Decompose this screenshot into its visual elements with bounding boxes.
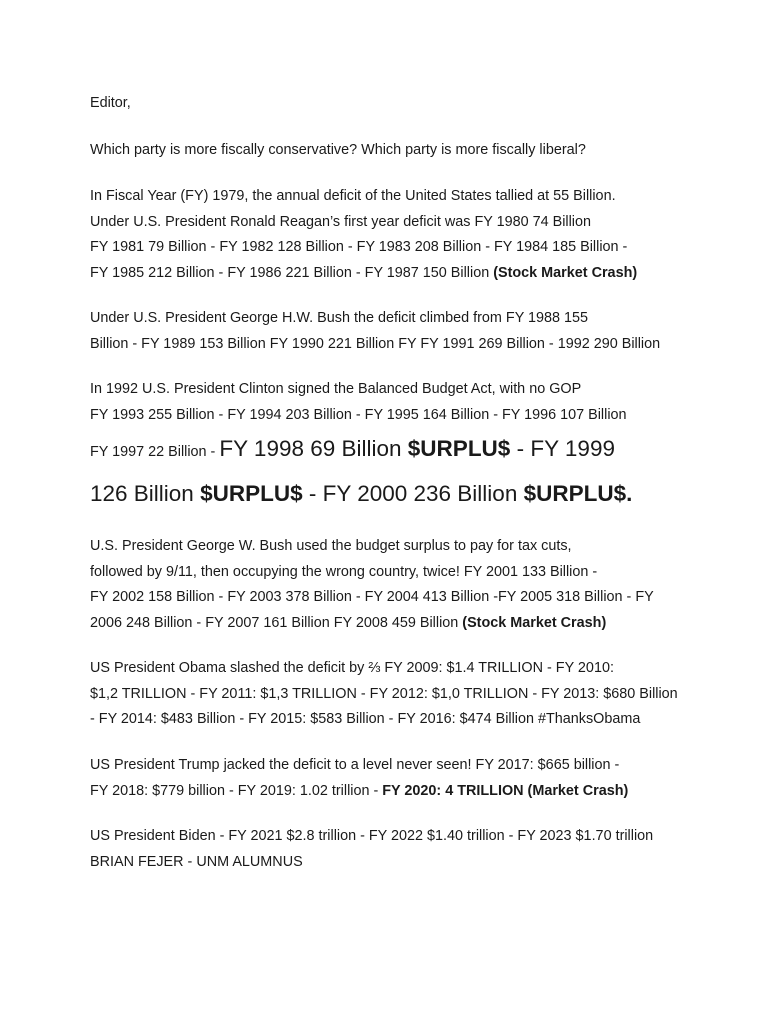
obama-line-1: US President Obama slashed the deficit by ⅔ FY 2009: $1.4 TRILLION - FY 2010:: [90, 660, 614, 676]
reagan-crash-note: (Stock Market Crash): [493, 264, 638, 281]
question-text: Which party is more fiscally conservative? Which party is more fiscally liberal?: [90, 142, 586, 158]
salutation: [90, 91, 690, 117]
reagan-line-3: FY 1981 79 Billion - FY 1982 128 Billion - FY 1983 208 Billion - FY 1984 185 Billion -: [90, 239, 628, 255]
reagan-line-2: Under U.S. President Ronald Reagan’s first year deficit was FY 1980 74 Billion: [90, 213, 592, 230]
reagan-paragraph: [90, 184, 690, 286]
surplus-label-1999: $URPLU$: [200, 481, 303, 506]
bush-w-line-2: followed by 9/11, then occupying the wrong country, twice! FY 2001 133 Billion -: [90, 563, 598, 580]
clinton-line-3-big: FY 1998 69 Billion: [219, 436, 408, 461]
reagan-line-4-text: FY 1985 212 Billion - FY 1986 221 Billion - FY 1987 150 Billion: [90, 264, 494, 281]
bush-w-crash-note: (Stock Market Crash): [462, 614, 607, 631]
surplus-label-1998: $URPLU$: [407, 436, 511, 461]
obama-line-3: - FY 2014: $483 Billion - FY 2015: $583 Billion - FY 2016: $474 Billion #ThanksObama: [90, 711, 641, 727]
bush-w-line-4-text: 2006 248 Billion - FY 2007 161 Billion FY 2008 459 Billion: [90, 614, 463, 631]
bush-w-paragraph: [90, 534, 690, 636]
salutation-text: Editor,: [90, 95, 131, 111]
bush-w-line-3: FY 2002 158 Billion - FY 2003 378 Billion - FY 2004 413 Billion -FY 2005 318 Billion - FY: [90, 589, 654, 605]
bush-hw-line-2: Billion - FY 1989 153 Billion FY 1990 221 Billion FY FY 1991 269 Billion - 1992 290 Billion: [90, 335, 661, 352]
clinton-line-3: [90, 428, 690, 473]
obama-line-2: $1,2 TRILLION - FY 2011: $1,3 TRILLION - FY 2012: $1,0 TRILLION - FY 2013: $680 Billion: [90, 685, 678, 702]
biden-paragraph: [90, 824, 690, 875]
question-paragraph: [90, 138, 690, 164]
bush-w-line-4: [90, 611, 690, 637]
trump-paragraph: [90, 753, 690, 804]
clinton-line-4-a: 126 Billion: [90, 481, 201, 506]
bush-w-line-1: U.S. President George W. Bush used the budget surplus to pay for tax cuts,: [90, 538, 572, 554]
signature: BRIAN FEJER - UNM ALUMNUS: [90, 853, 303, 870]
clinton-line-2: FY 1993 255 Billion - FY 1994 203 Billion - FY 1995 164 Billion - FY 1996 107 Billion: [90, 406, 627, 423]
trump-line-2-text: FY 2018: $779 billion - FY 2019: 1.02 trillion -: [90, 782, 383, 799]
obama-paragraph: [90, 656, 690, 733]
clinton-line-3-small: FY 1997 22 Billion -: [90, 444, 220, 460]
surplus-label-2000: $URPLU$.: [523, 481, 633, 506]
biden-line-1: US President Biden - FY 2021 $2.8 trillion - FY 2022 $1.40 trillion - FY 2023 $1.70 trillion: [90, 828, 654, 844]
trump-line-2: [90, 779, 690, 805]
bush-hw-line-1: Under U.S. President George H.W. Bush the deficit climbed from FY 1988 155: [90, 310, 589, 326]
reagan-line-1: In Fiscal Year (FY) 1979, the annual deficit of the United States tallied at 55 Billion.: [90, 188, 616, 204]
bush-hw-paragraph: [90, 306, 690, 357]
clinton-line-4-b: - FY 2000 236 Billion: [302, 481, 524, 506]
clinton-line-1: In 1992 U.S. President Clinton signed the Balanced Budget Act, with no GOP: [90, 381, 582, 397]
reagan-line-4: [90, 261, 690, 287]
clinton-line-4: [90, 473, 690, 515]
trump-line-1: US President Trump jacked the deficit to a level never seen! FY 2017: $665 billion -: [90, 757, 620, 773]
clinton-line-3-tail: - FY 1999: [510, 436, 615, 461]
trump-crash-note: FY 2020: 4 TRILLION (Market Crash): [382, 782, 629, 799]
clinton-paragraph: [90, 377, 690, 515]
